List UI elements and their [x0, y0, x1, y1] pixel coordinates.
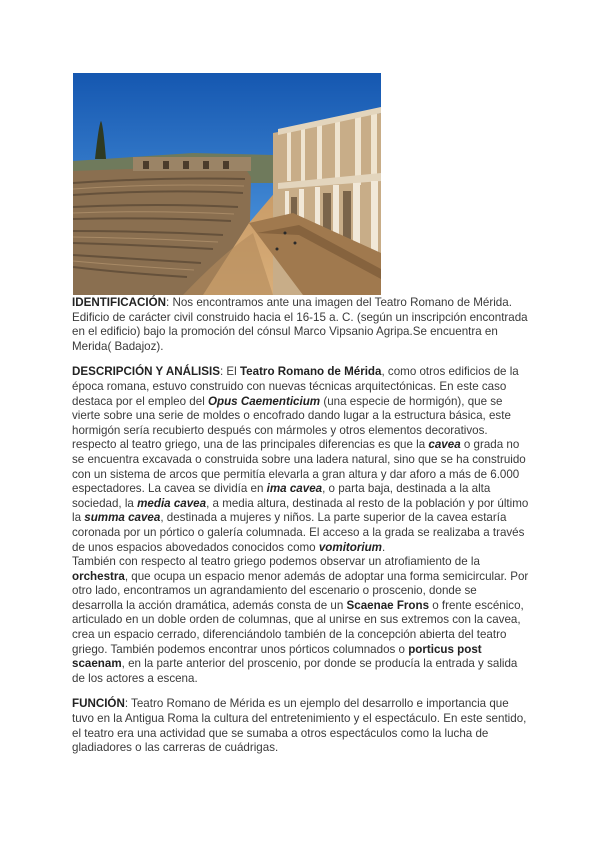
funcion-paragraph	[72, 697, 530, 755]
roman-theatre-illustration	[73, 73, 381, 295]
descripcion-label: DESCRIPCIÓN Y ANÁLISIS	[72, 365, 220, 379]
term-orchestra: orchestra	[72, 569, 125, 583]
identificacion-text: : Nos encontramos ante una imagen del Teatro Romano de Mérida. Edificio de carácter civil construido hacia el 16-15 a. C. (según un inscripción encontrada en el edificio) bajo la promoción del cónsul Marco Vipsanio Agripa.Se encuentra en Merida( Badajoz).	[72, 296, 528, 353]
document-body	[72, 296, 530, 756]
identificacion-label: IDENTIFICACIÓN	[72, 296, 167, 309]
term-summa-cavea: summa cavea	[84, 511, 161, 525]
text-run: o grada no se encuentra excavada o construida sobre una ladera natural, sino que se ha construido con un sistema de arcos que permitía elevarla a gran altura y dar aforo a más de 6.000 espectadores. La cavea se dividía en	[72, 438, 526, 496]
text-run: o frente escénico, articulado en un doble orden de columnas, que al unirse en sus extremos con la cavea, crea un espacio cerrado, diferenciándolo también de la concepción abierta del teatro griego. También podemos encontrar unos pórticos columnados o	[72, 598, 524, 656]
term-porticus-post-scaenam: porticus post scaenam	[72, 642, 482, 671]
term-cavea: cavea	[428, 438, 461, 452]
text-run: (una especie de hormigón), que se vierte sobre una serie de moldes o encofrado dando lugar a la estructura básica, este hormigón sería recubierto después con mármoles y otros elementos decorativos.	[72, 394, 511, 437]
cavea-paragraph	[72, 438, 530, 555]
identificacion-paragraph	[72, 296, 530, 354]
roman-theatre-photo	[73, 73, 381, 295]
term-scaenae-frons: Scaenae Frons	[346, 598, 430, 612]
funcion-text: : Teatro Romano de Mérida es un ejemplo del desarrollo e importancia que tuvo en la Antigua Roma la cultura del entretenimiento y el espectáculo. En este sentido, el teatro era una actividad que se sumaba a otros espectáculos como la lucha de gladiadores o las carreras de cuádrigas.	[72, 697, 527, 755]
term-vomitorium: vomitorium	[318, 540, 382, 554]
orchestra-paragraph	[72, 555, 530, 686]
funcion-label: FUNCIÓN	[72, 697, 125, 711]
term-ima-cavea: ima cavea	[266, 482, 323, 496]
text-run: respecto al teatro griego, una de las principales diferencias es que la	[72, 438, 429, 452]
text-run: : El	[219, 365, 240, 379]
text-run: , destinada a mujeres y niños. La parte superior de la cavea estaría coronada por un pórtico o galería columnada. El acceso a la grada se realizaba a través de unos espacios abovedados conocidos como	[72, 511, 525, 554]
term-opus-caementicium: Opus Caementicium	[208, 394, 321, 408]
text-run: .	[382, 540, 386, 554]
term-teatro-romano: Teatro Romano de Mérida	[239, 365, 382, 379]
term-media-cavea: media cavea	[137, 496, 207, 510]
text-run: , que ocupa un espacio menor además de adoptar una forma semicircular. Por otro lado, encontramos un agrandamiento del escenario o proscenio, donde se desarrolla la acción dramática, además consta de un	[72, 569, 529, 612]
text-run: También con respecto al teatro griego podemos observar un atrofiamiento de la	[72, 555, 480, 569]
text-run: , o parta baja, destinada a la alta sociedad, la	[72, 482, 491, 510]
text-run: , como otros edificios de la época romana, estuvo construido con nuevas técnicas arquitectónicas. En este caso destaca por el empleo del	[72, 365, 519, 408]
descripcion-paragraph	[72, 365, 530, 438]
text-run: , en la parte anterior del proscenio, por donde se producía la entrada y salida de los actores a escena.	[72, 657, 518, 685]
text-run: , a media altura, destinada al resto de la población y por último la	[72, 496, 529, 525]
